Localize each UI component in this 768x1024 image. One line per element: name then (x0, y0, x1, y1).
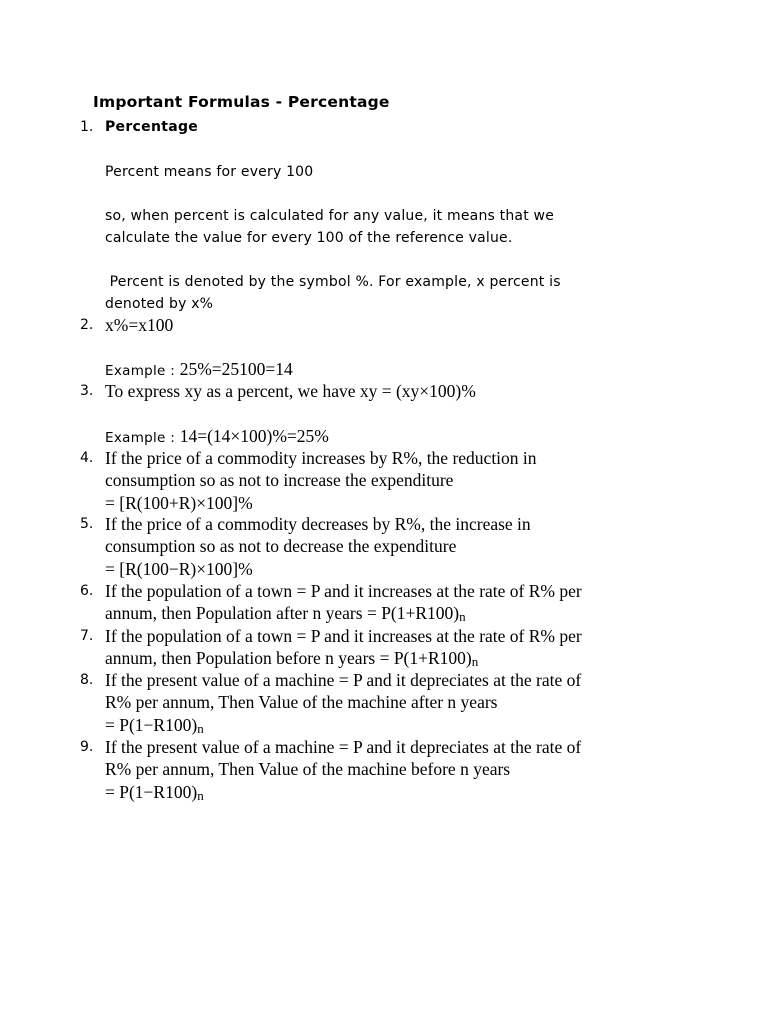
item-number: 5. (80, 516, 94, 532)
formula: x%=x100 (105, 315, 174, 335)
example (105, 358, 293, 382)
example-value: 25%=25100=14 (179, 359, 293, 379)
item-heading: Percentage (105, 119, 199, 135)
item-text: If the present value of a machine = P and it depreciates at the rate of R% per annum, Then Value of the machine before n years = P(1−R100)n (105, 736, 665, 807)
formula: = P(1−R100)n (105, 781, 204, 803)
exponent: n (197, 720, 204, 736)
item-number: 6. (80, 583, 94, 599)
item-text: To express xy as a percent, we have xy = (xy×100)% (105, 381, 476, 401)
paragraph: so, when percent is calculated for any value, it means that we calculate the value for every 100 of the reference value. (105, 208, 555, 246)
document-title: Important Formulas - Percentage (93, 93, 390, 111)
item-text: If the present value of a machine = P and it depreciates at the rate of R% per annum, Then Value of the machine after n years = P(1−R100)n (105, 669, 665, 740)
paragraph: Percent means for every 100 (105, 164, 314, 180)
item-number: 8. (80, 672, 94, 688)
item-text: If the price of a commodity increases by R%, the reduction in consumption so as not to increase the expenditure = [R(100+R)×100]% (105, 447, 665, 514)
example (105, 425, 329, 449)
formula: = [R(100+R)×100]% (105, 492, 253, 513)
example-label: Example : (105, 363, 180, 379)
item-number: 1. (80, 119, 94, 135)
formula: = [R(100−R)×100]% (105, 558, 253, 579)
example-label: Example : (105, 430, 180, 446)
item-number: 7. (80, 628, 94, 644)
item-text: If the population of a town = P and it increases at the rate of R% per annum, then Population after n years = P(1+R100)n (105, 581, 582, 625)
exponent: n (471, 654, 479, 670)
example-value: 14=(14×100)%=25% (179, 426, 329, 446)
item-number: 9. (80, 739, 94, 755)
formula: = P(1−R100)n (105, 714, 204, 736)
paragraph: Percent is denoted by the symbol %. For example, x percent is denoted by x% (105, 274, 561, 312)
exponent: n (197, 787, 204, 803)
item-number: 4. (80, 450, 94, 466)
item-text: If the population of a town = P and it increases at the rate of R% per annum, then Population before n years = P(1+R100)n (105, 626, 582, 670)
item-number: 3. (80, 383, 94, 399)
item-text: If the price of a commodity decreases by R%, the increase in consumption so as not to decrease the expenditure = [R(100−R)×100]% (105, 513, 665, 580)
exponent: n (459, 609, 466, 625)
item-number: 2. (80, 317, 94, 333)
